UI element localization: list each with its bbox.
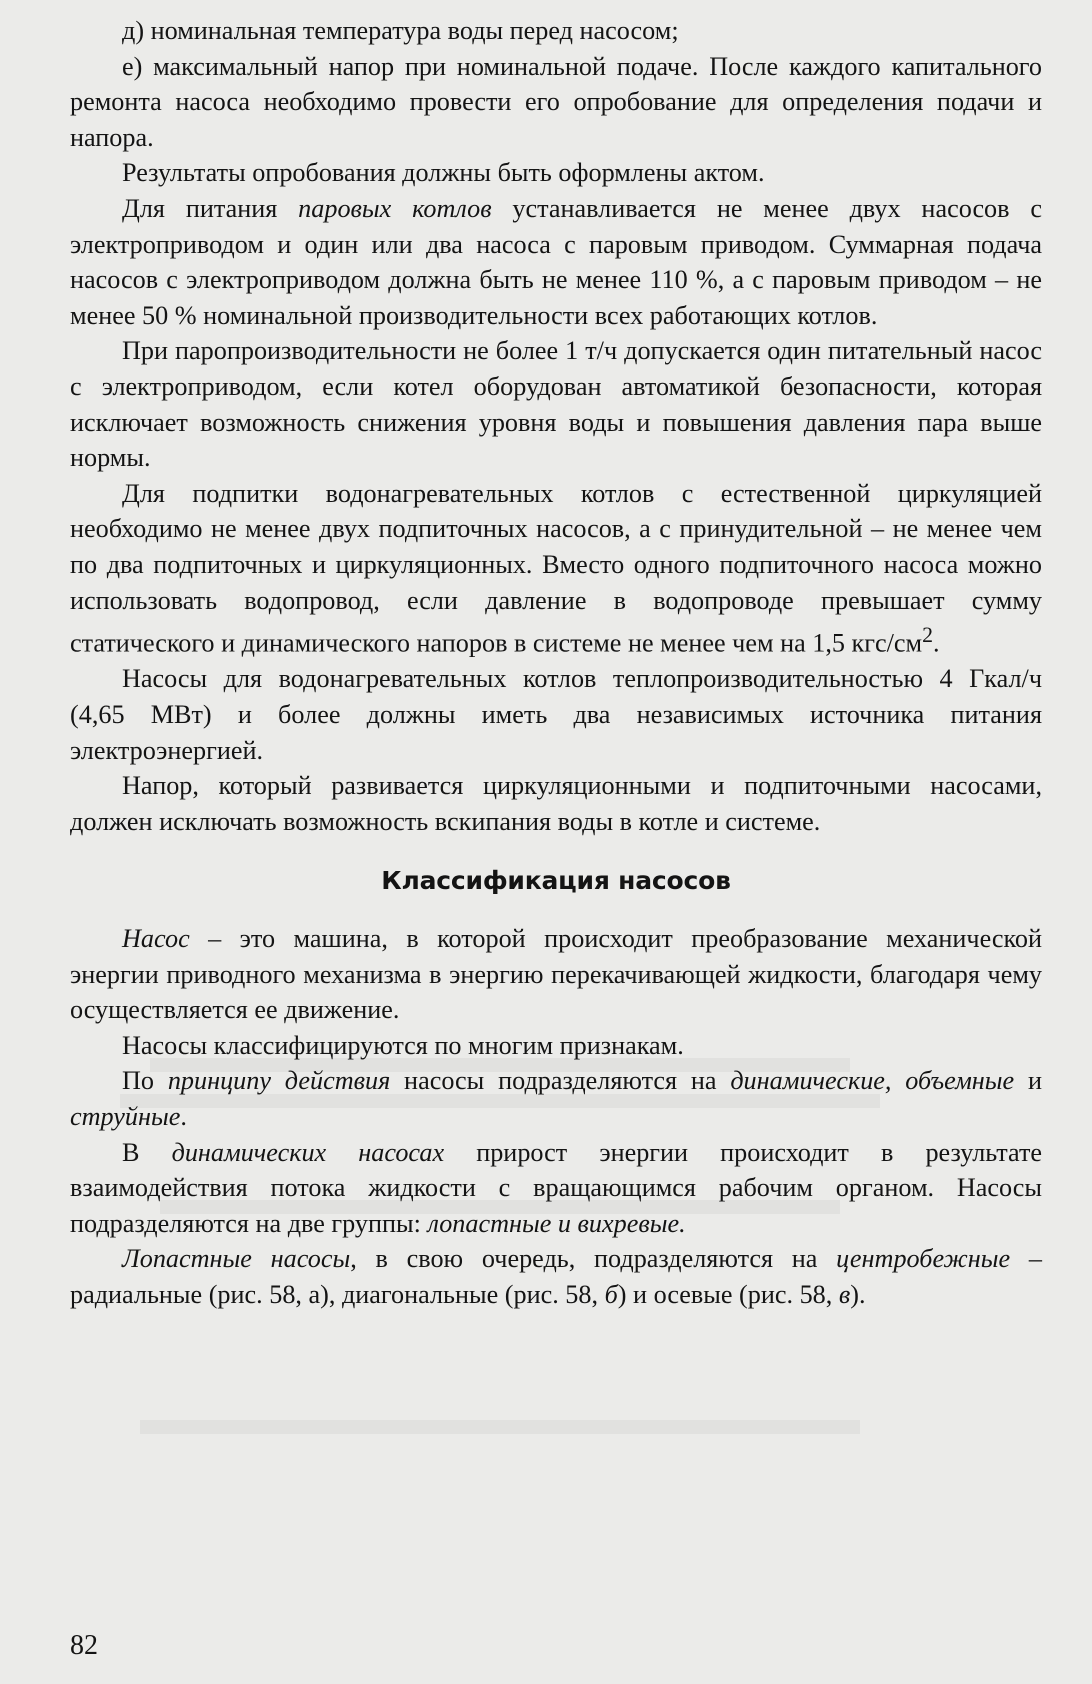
paragraph [70, 1063, 1042, 1134]
text-run: д) номинальная температура воды перед насосом; [122, 16, 679, 45]
text-run: Для питания [122, 193, 299, 223]
text-run: . [933, 628, 940, 658]
italic-term: б [604, 1279, 618, 1309]
section-heading [70, 863, 1042, 899]
text-run: При паропроизводительности не более 1 т/ч допускается один питательный насос с электроприводом, если котел оборудован автоматикой безопасности, которая исключает возможность снижения уровня воды и повышения давления пара выше нормы. [70, 336, 1042, 473]
text-run: насосы подразделяются на [390, 1066, 731, 1096]
italic-term: лопастные и вихревые. [427, 1208, 686, 1238]
superscript: 2 [922, 623, 934, 648]
text-run: Результаты опробования должны быть оформлены актом. [122, 158, 765, 188]
text-run: Насосы для водонагревательных котлов теплопроизводительностью 4 Гкал/ч (4,65 МВт) и более должны иметь два независимых источника питания электроэнергией. [70, 664, 1042, 765]
text-run: Напор, который развивается циркуляционными и подпиточными насосами, должен исключать возможность вскипания воды в котле и системе. [70, 771, 1042, 836]
text-run: е) максимальный напор при номинальной подаче. После каждого капитального ремонта насоса необходимо провести его опробование для определения подачи и напора. [70, 51, 1042, 152]
text-run: , в свою очередь, подразделяются на [350, 1244, 837, 1274]
paragraph [70, 155, 1042, 191]
text-run: Классификация насосов [381, 866, 731, 896]
text-run: ) и осевые (рис. 58, [617, 1279, 839, 1309]
paragraph [70, 49, 1042, 156]
body-text [70, 13, 1042, 1313]
page-number: 82 [70, 1630, 98, 1661]
text-run: – радиальные (рис. 58, а), диагональные (рис. 58, [70, 1244, 1042, 1309]
italic-term: динамические, объемные [730, 1066, 1015, 1096]
italic-term: принципу действия [167, 1066, 391, 1096]
text-run: Для подпитки водонагревательных котлов с естественной циркуляцией необходимо не менее двух подпиточных насосов, а с принудительной – не менее чем по два подпиточных и циркуляционных. Вместо одного подпиточного насоса можно использовать водопровод, если давление в водопроводе превышает сумму статического и динамического напоров в системе не менее чем на 1,5 кгс/см [70, 478, 1042, 658]
text-run: . [180, 1101, 187, 1131]
paragraph [70, 661, 1042, 768]
paragraph [70, 13, 1042, 49]
italic-term: динамических насосах [171, 1137, 445, 1167]
paragraph [70, 921, 1042, 1028]
text-run: и [1014, 1066, 1042, 1096]
text-run: – это машина, в которой происходит преобразование механической энергии приводного механизма в энергию перекачивающей жидкости, благодаря чему осуществляется ее движение. [70, 923, 1042, 1025]
italic-term: в [838, 1279, 851, 1309]
text-run: устанавливается не менее двух насосов с электроприводом и один или два насоса с паровым приводом. Суммарная подача насосов с электроприводом должна быть не менее 110 %, а с паровым приводом – не менее 50 % номинальной производительности всех работающих котлов. [70, 193, 1042, 330]
text-run: Насосы классифицируются по многим признакам. [122, 1030, 684, 1060]
text-run: прирост энергии происходит в результате взаимодействия потока жидкости с вращающимся рабочим органом. Насосы подразделяются на две группы: [70, 1137, 1043, 1238]
italic-term: паровых котлов [298, 193, 492, 223]
paragraph [70, 1028, 1042, 1064]
paragraph [70, 1241, 1042, 1312]
paragraph [70, 476, 1042, 662]
text-run: ). [850, 1279, 866, 1309]
paragraph [70, 1135, 1042, 1242]
paragraph [70, 768, 1042, 839]
italic-term: центробежные [836, 1244, 1011, 1274]
text-run: В [122, 1137, 172, 1167]
paragraph [70, 333, 1042, 475]
italic-term: Лопастные насосы [122, 1244, 351, 1274]
italic-term: струйные [70, 1101, 181, 1131]
text-run: По [122, 1066, 168, 1096]
italic-term: Насос [122, 923, 190, 953]
paragraph [70, 191, 1042, 333]
